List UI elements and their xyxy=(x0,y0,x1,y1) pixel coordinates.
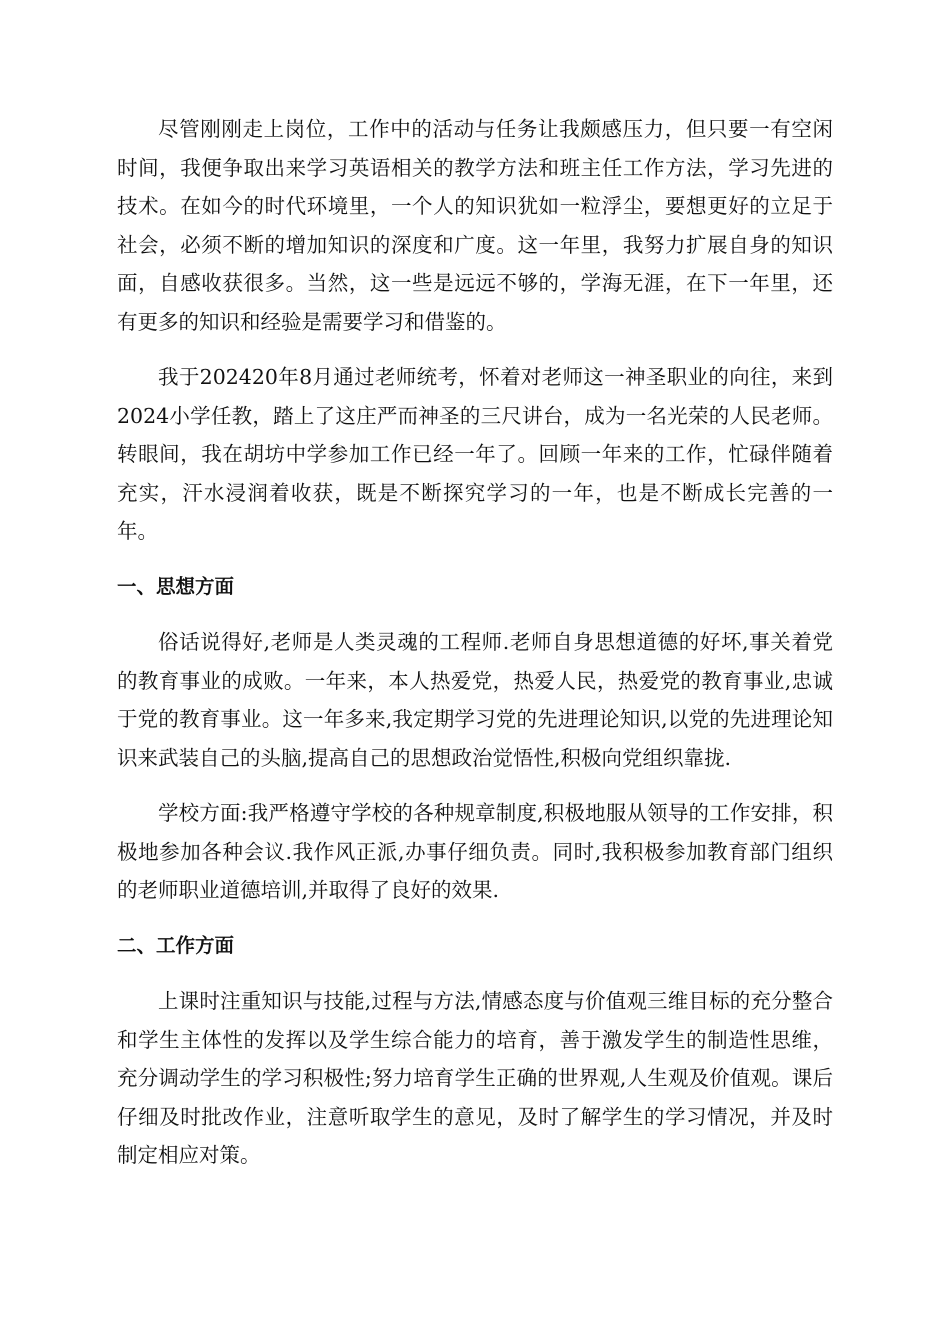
document-body xyxy=(117,110,833,1192)
paragraph-ideology: 俗话说得好,老师是人类灵魂的工程师.老师自身思想道德的好坏,事关着党的教育事业的成败。一年来，本人热爱党，热爱人民，热爱党的教育事业,忠诚于党的教育事业。这一年多来,我定期学习党的先进理论知识,以党的先进理论知识来武装自己的头脑,提高自己的思想政治觉悟性,积极向党组织靠拢. xyxy=(117,630,833,770)
paragraph-work: 上课时注重知识与技能,过程与方法,情感态度与价值观三维目标的充分整合和学生主体性的发挥以及学生综合能力的培育，善于激发学生的制造性思维，充分调动学生的学习积极性;努力培育学生正确的世界观,人生观及价值观。课后仔细及时批改作业，注意听取学生的意见，及时了解学生的学习情况，并及时制定相应对策。 xyxy=(117,989,833,1167)
paragraph-introduction: 我于202420年8月通过老师统考，怀着对老师这一神圣职业的向往，来到2024小学任教，踏上了这庄严而神圣的三尺讲台，成为一名光荣的人民老师。转眼间，我在胡坊中学参加工作已经一年了。回顾一年来的工作，忙碌伴随着充实，汗水浸润着收获，既是不断探究学习的一年，也是不断成长完善的一年。 xyxy=(117,365,833,543)
paragraph-study-methods: 尽管刚刚走上岗位，工作中的活动与任务让我颇感压力，但只要一有空闲时间，我便争取出来学习英语相关的教学方法和班主任工作方法，学习先进的技术。在如今的时代环境里，一个人的知识犹如一粒浮尘，要想更好的立足于社会，必须不断的增加知识的深度和广度。这一年里，我努力扩展自身的知识面，自感收获很多。当然，这一些是远远不够的，学海无涯，在下一年里，还有更多的知识和经验是需要学习和借鉴的。 xyxy=(117,117,833,334)
section-heading-work: 二、工作方面 xyxy=(117,933,235,957)
section-heading-ideology: 一、思想方面 xyxy=(117,574,235,598)
paragraph-school: 学校方面:我严格遵守学校的各种规章制度,积极地服从领导的工作安排，积极地参加各种会议.我作风正派,办事仔细负责。同时,我积极参加教育部门组织的老师职业道德培训,并取得了良好的效果. xyxy=(117,801,833,902)
